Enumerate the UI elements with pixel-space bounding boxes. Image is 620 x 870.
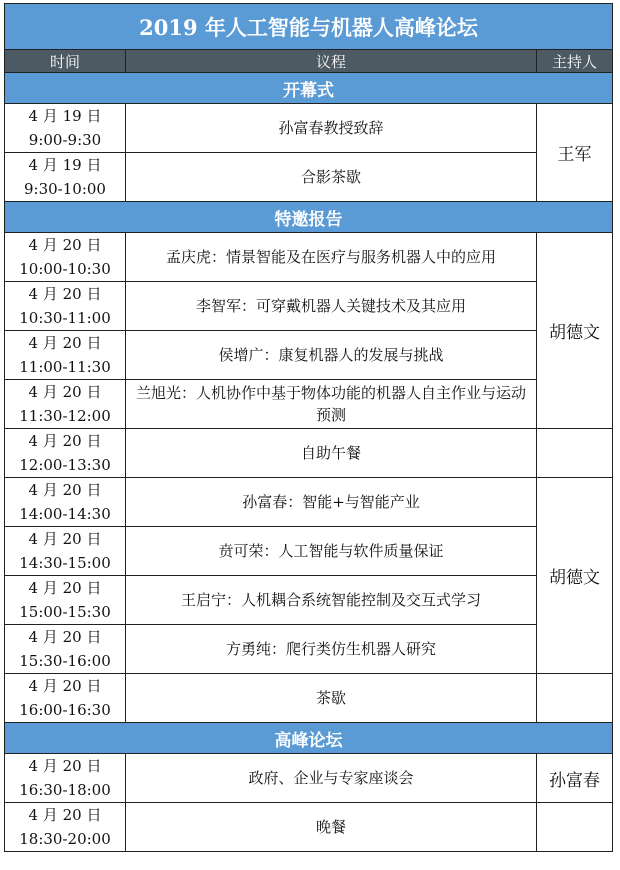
date-text: 4 月 20 日	[28, 806, 102, 824]
date-text: 4 月 20 日	[28, 677, 102, 695]
time-cell	[5, 429, 126, 478]
host-cell	[537, 803, 613, 852]
date-text: 4 月 20 日	[28, 334, 102, 352]
topic-cell: 李智军：可穿戴机器人关键技术及其应用	[126, 282, 537, 331]
table-row	[5, 282, 613, 331]
host-cell	[537, 429, 613, 478]
time-cell	[5, 478, 126, 527]
time-range-text: 16:30-18:00	[19, 781, 111, 799]
time-range-text: 15:00-15:30	[19, 603, 111, 621]
time-range-text: 11:30-12:00	[19, 407, 111, 425]
time-range-text: 14:30-15:00	[19, 554, 111, 572]
topic-cell: 兰旭光：人机协作中基于物体功能的机器人自主作业与运动预测	[126, 380, 537, 429]
topic-cell: 孟庆虎：情景智能及在医疗与服务机器人中的应用	[126, 233, 537, 282]
topic-cell: 孙富春：智能+与智能产业	[126, 478, 537, 527]
host-cell: 王军	[537, 104, 613, 202]
time-range-text: 10:30-11:00	[19, 309, 111, 327]
time-cell	[5, 803, 126, 852]
time-range-text: 9:00-9:30	[28, 131, 102, 149]
page-title: 2019 年人工智能与机器人高峰论坛	[5, 4, 613, 50]
time-cell	[5, 625, 126, 674]
time-cell	[5, 380, 126, 429]
header-host: 主持人	[537, 50, 613, 73]
topic-cell: 孙富春教授致辞	[126, 104, 537, 153]
host-cell	[537, 674, 613, 723]
section-heading-invited-talks: 特邀报告	[5, 202, 613, 233]
header-time: 时间	[5, 50, 126, 73]
table-row	[5, 803, 613, 852]
topic-cell: 方勇纯：爬行类仿生机器人研究	[126, 625, 537, 674]
time-range-text: 14:00-14:30	[19, 505, 111, 523]
section-heading-summit-forum: 高峰论坛	[5, 723, 613, 754]
time-range-text: 16:00-16:30	[19, 701, 111, 719]
table-row	[5, 576, 613, 625]
date-text: 4 月 19 日	[28, 107, 102, 125]
date-text: 4 月 20 日	[28, 757, 102, 775]
time-range-text: 15:30-16:00	[19, 652, 111, 670]
date-text: 4 月 19 日	[28, 156, 102, 174]
date-text: 4 月 20 日	[28, 285, 102, 303]
host-cell: 孙富春	[537, 754, 613, 803]
time-cell	[5, 233, 126, 282]
time-range-text: 18:30-20:00	[19, 830, 111, 848]
time-cell	[5, 282, 126, 331]
table-row	[5, 233, 613, 282]
table-row	[5, 153, 613, 202]
topic-cell: 晚餐	[126, 803, 537, 852]
time-cell	[5, 153, 126, 202]
section-heading-opening: 开幕式	[5, 73, 613, 104]
table-row	[5, 331, 613, 380]
time-cell	[5, 331, 126, 380]
date-text: 4 月 20 日	[28, 432, 102, 450]
host-cell: 胡德文	[537, 233, 613, 429]
table-row	[5, 625, 613, 674]
time-cell	[5, 674, 126, 723]
time-cell	[5, 576, 126, 625]
date-text: 4 月 20 日	[28, 236, 102, 254]
table-row	[5, 429, 613, 478]
table-row	[5, 754, 613, 803]
agenda-table	[4, 3, 613, 852]
table-row	[5, 478, 613, 527]
date-text: 4 月 20 日	[28, 530, 102, 548]
date-text: 4 月 20 日	[28, 579, 102, 597]
topic-cell: 茶歇	[126, 674, 537, 723]
table-row	[5, 104, 613, 153]
table-row	[5, 674, 613, 723]
date-text: 4 月 20 日	[28, 383, 102, 401]
topic-cell: 贲可荣：人工智能与软件质量保证	[126, 527, 537, 576]
date-text: 4 月 20 日	[28, 628, 102, 646]
date-text: 4 月 20 日	[28, 481, 102, 499]
topic-cell: 王启宁：人机耦合系统智能控制及交互式学习	[126, 576, 537, 625]
time-range-text: 11:00-11:30	[19, 358, 111, 376]
table-row	[5, 527, 613, 576]
time-range-text: 10:00-10:30	[19, 260, 111, 278]
topic-cell: 侯增广：康复机器人的发展与挑战	[126, 331, 537, 380]
topic-cell: 政府、企业与专家座谈会	[126, 754, 537, 803]
time-cell	[5, 527, 126, 576]
table-row	[5, 380, 613, 429]
time-cell	[5, 754, 126, 803]
time-range-text: 9:30-10:00	[24, 180, 106, 198]
host-cell: 胡德文	[537, 478, 613, 674]
topic-cell: 合影茶歇	[126, 153, 537, 202]
time-cell	[5, 104, 126, 153]
time-range-text: 12:00-13:30	[19, 456, 111, 474]
topic-cell: 自助午餐	[126, 429, 537, 478]
header-agenda: 议程	[126, 50, 537, 73]
